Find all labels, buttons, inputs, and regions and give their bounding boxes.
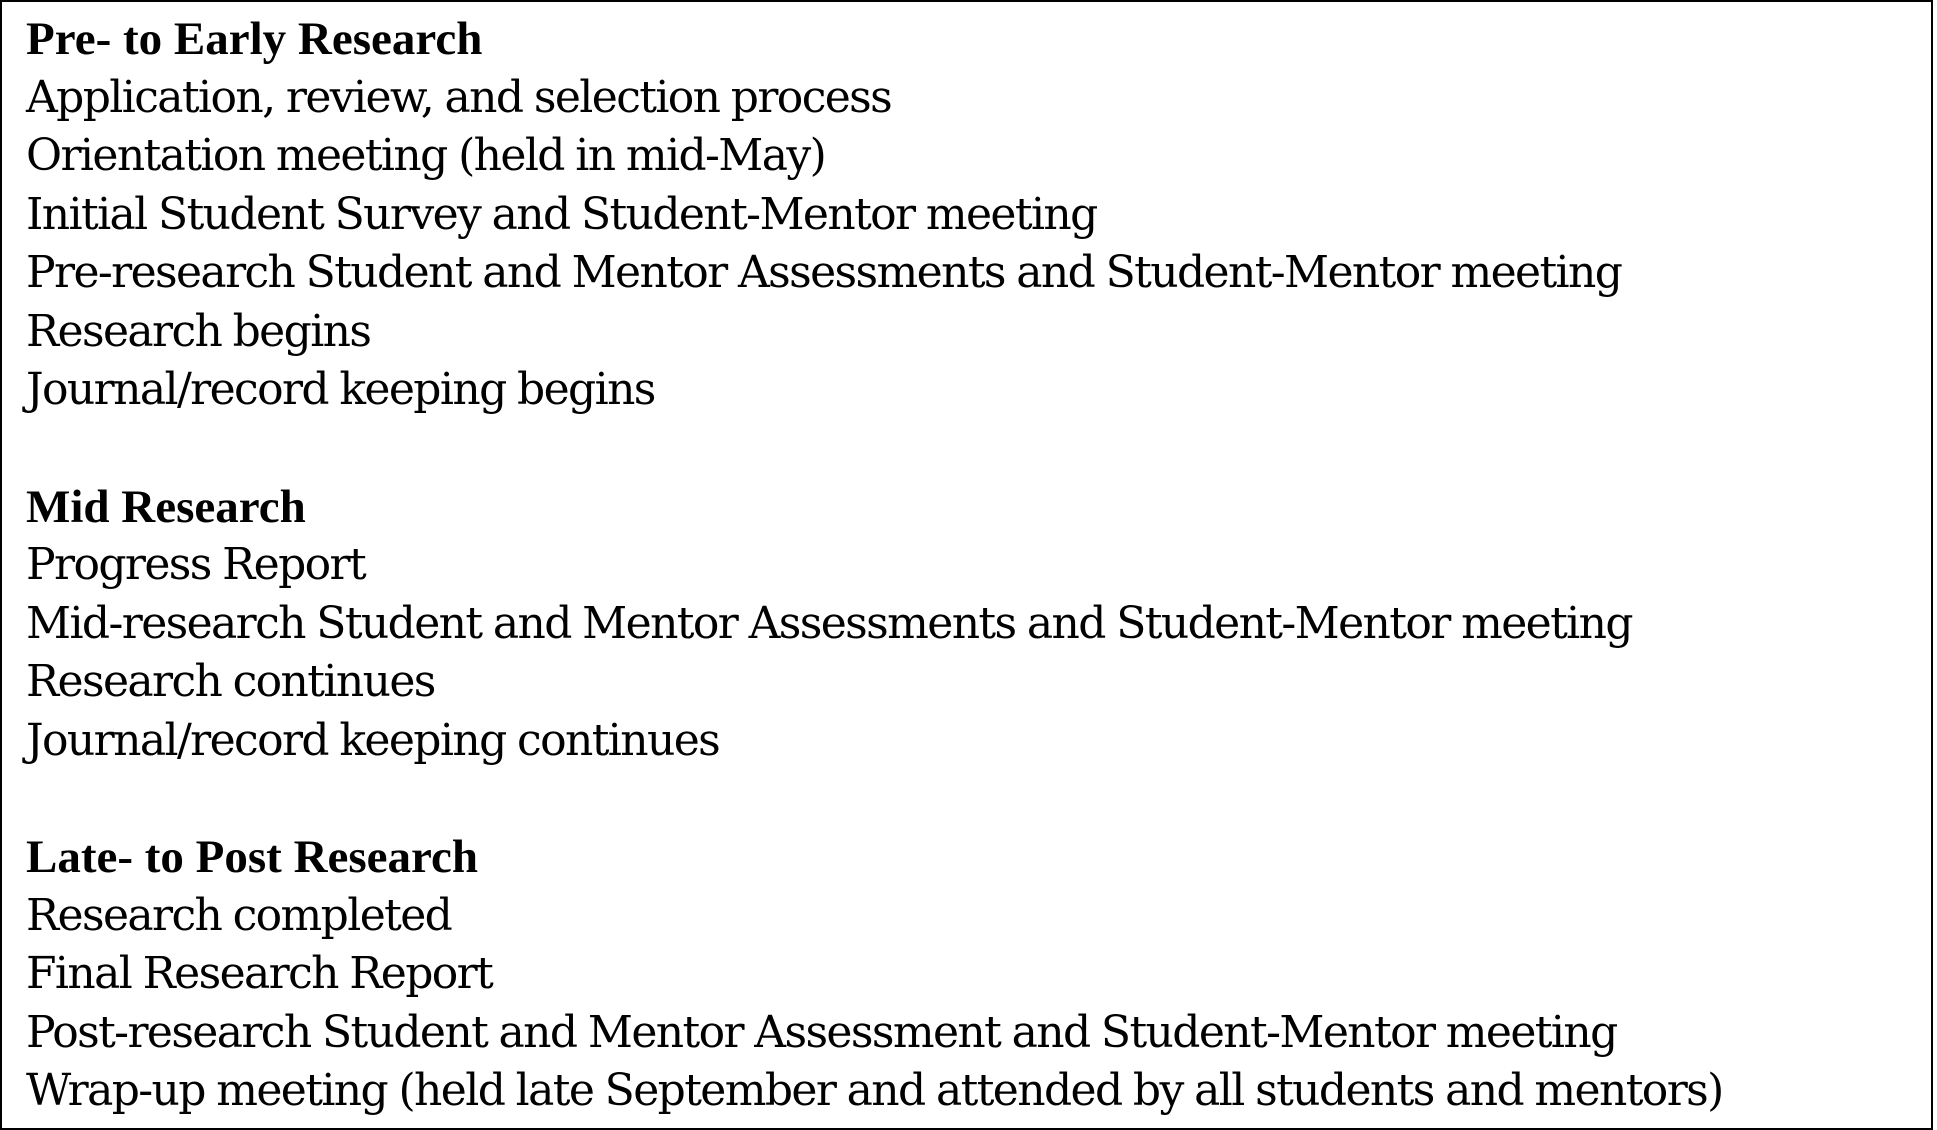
list-item: Research completed: [26, 889, 452, 941]
section-heading: Mid Research: [26, 480, 306, 533]
list-item: Orientation meeting (held in mid-May): [26, 130, 826, 181]
list-item: Initial Student Survey and Student-Mentor meeting: [26, 188, 1097, 240]
list-item: Application, review, and selection process: [26, 71, 892, 123]
list-item: Journal/record keeping continues: [26, 714, 720, 766]
list-item: Progress Report: [26, 539, 366, 590]
list-item: Final Research Report: [26, 948, 493, 999]
section-late-to-post-research: [26, 828, 1931, 1121]
section-heading: Late- to Post Research: [26, 831, 479, 883]
list-item: Journal/record keeping begins: [26, 364, 655, 415]
list-item: Research continues: [26, 656, 435, 707]
section-mid-research: [26, 478, 1931, 771]
list-item: Wrap-up meeting (held late September and attended by all students and mentors): [26, 1065, 1723, 1116]
list-item: Pre-research Student and Mentor Assessments and Student-Mentor meeting: [26, 247, 1622, 298]
section-heading: Pre- to Early Research: [26, 13, 483, 65]
list-item: Research begins: [26, 305, 371, 357]
list-item: Post-research Student and Mentor Assessment and Student-Mentor meeting: [26, 1006, 1617, 1058]
list-item: Mid-research Student and Mentor Assessments and Student-Mentor meeting: [26, 597, 1632, 649]
section-pre-to-early-research: [26, 10, 1931, 420]
